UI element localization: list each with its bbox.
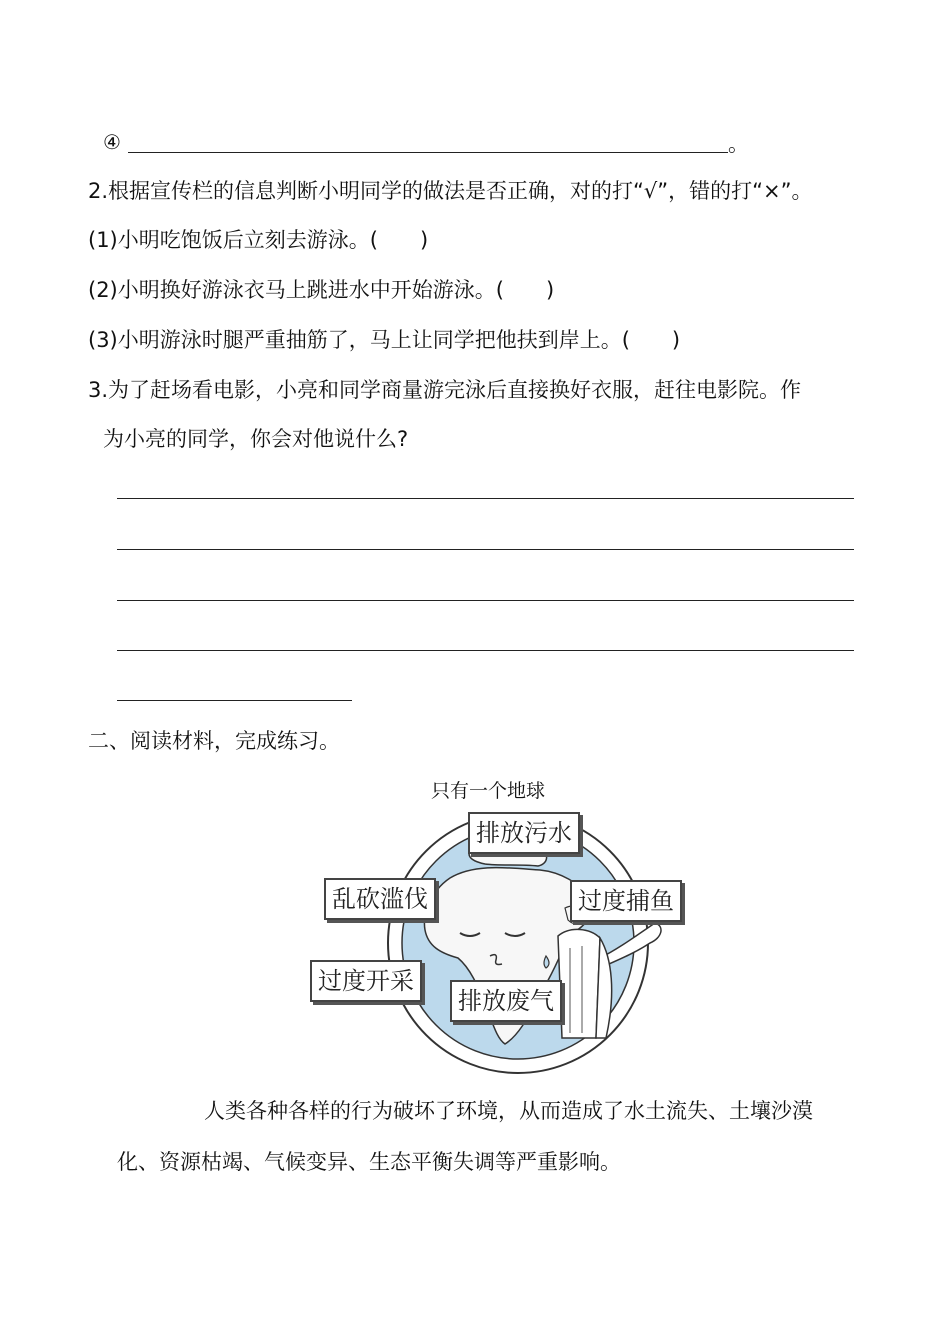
q2-item-2: (2)小明换好游泳衣马上跳进水中开始游泳。( ) (88, 278, 555, 302)
q3-answer-line-4[interactable] (117, 650, 854, 651)
q3-answer-line-5[interactable] (117, 700, 352, 701)
q3-line-2: 为小亮的同学，你会对他说什么? (103, 427, 409, 451)
q3-answer-line-2[interactable] (117, 549, 854, 550)
paragraph-line-2: 化、资源枯竭、气候变异、生态平衡失调等严重影响。 (117, 1150, 621, 1174)
q3-answer-line-3[interactable] (117, 600, 854, 601)
q2-item-1: (1)小明吃饱饭后立刻去游泳。( ) (88, 228, 429, 252)
item4-marker: ④ (103, 130, 121, 154)
earth-illustration (300, 808, 700, 1078)
q3-line-1: 3.为了赶场看电影，小亮和同学商量游完泳后直接换好衣服，赶往电影院。作 (88, 378, 802, 402)
paragraph-line-1: 人类各种各样的行为破坏了环境，从而造成了水土流失、土壤沙漠 (204, 1099, 813, 1123)
q2-stem: 2.根据宣传栏的信息判断小明同学的做法是否正确，对的打“√”，错的打“×”。 (88, 179, 813, 203)
item4-answer-line[interactable] (128, 152, 728, 153)
label-exhaust: 排放废气 (450, 980, 562, 1022)
figure-title: 只有一个地球 (431, 780, 546, 802)
q3-answer-line-1[interactable] (117, 498, 854, 499)
section2-heading: 二、阅读材料，完成练习。 (88, 729, 340, 753)
label-overfishing: 过度捕鱼 (570, 880, 682, 922)
label-sewage: 排放污水 (468, 812, 580, 854)
item4-end-mark: 。 (728, 132, 749, 156)
label-deforestation: 乱砍滥伐 (324, 878, 436, 920)
label-overmining: 过度开采 (310, 960, 422, 1002)
q2-item-3: (3)小明游泳时腿严重抽筋了，马上让同学把他扶到岸上。( ) (88, 328, 681, 352)
